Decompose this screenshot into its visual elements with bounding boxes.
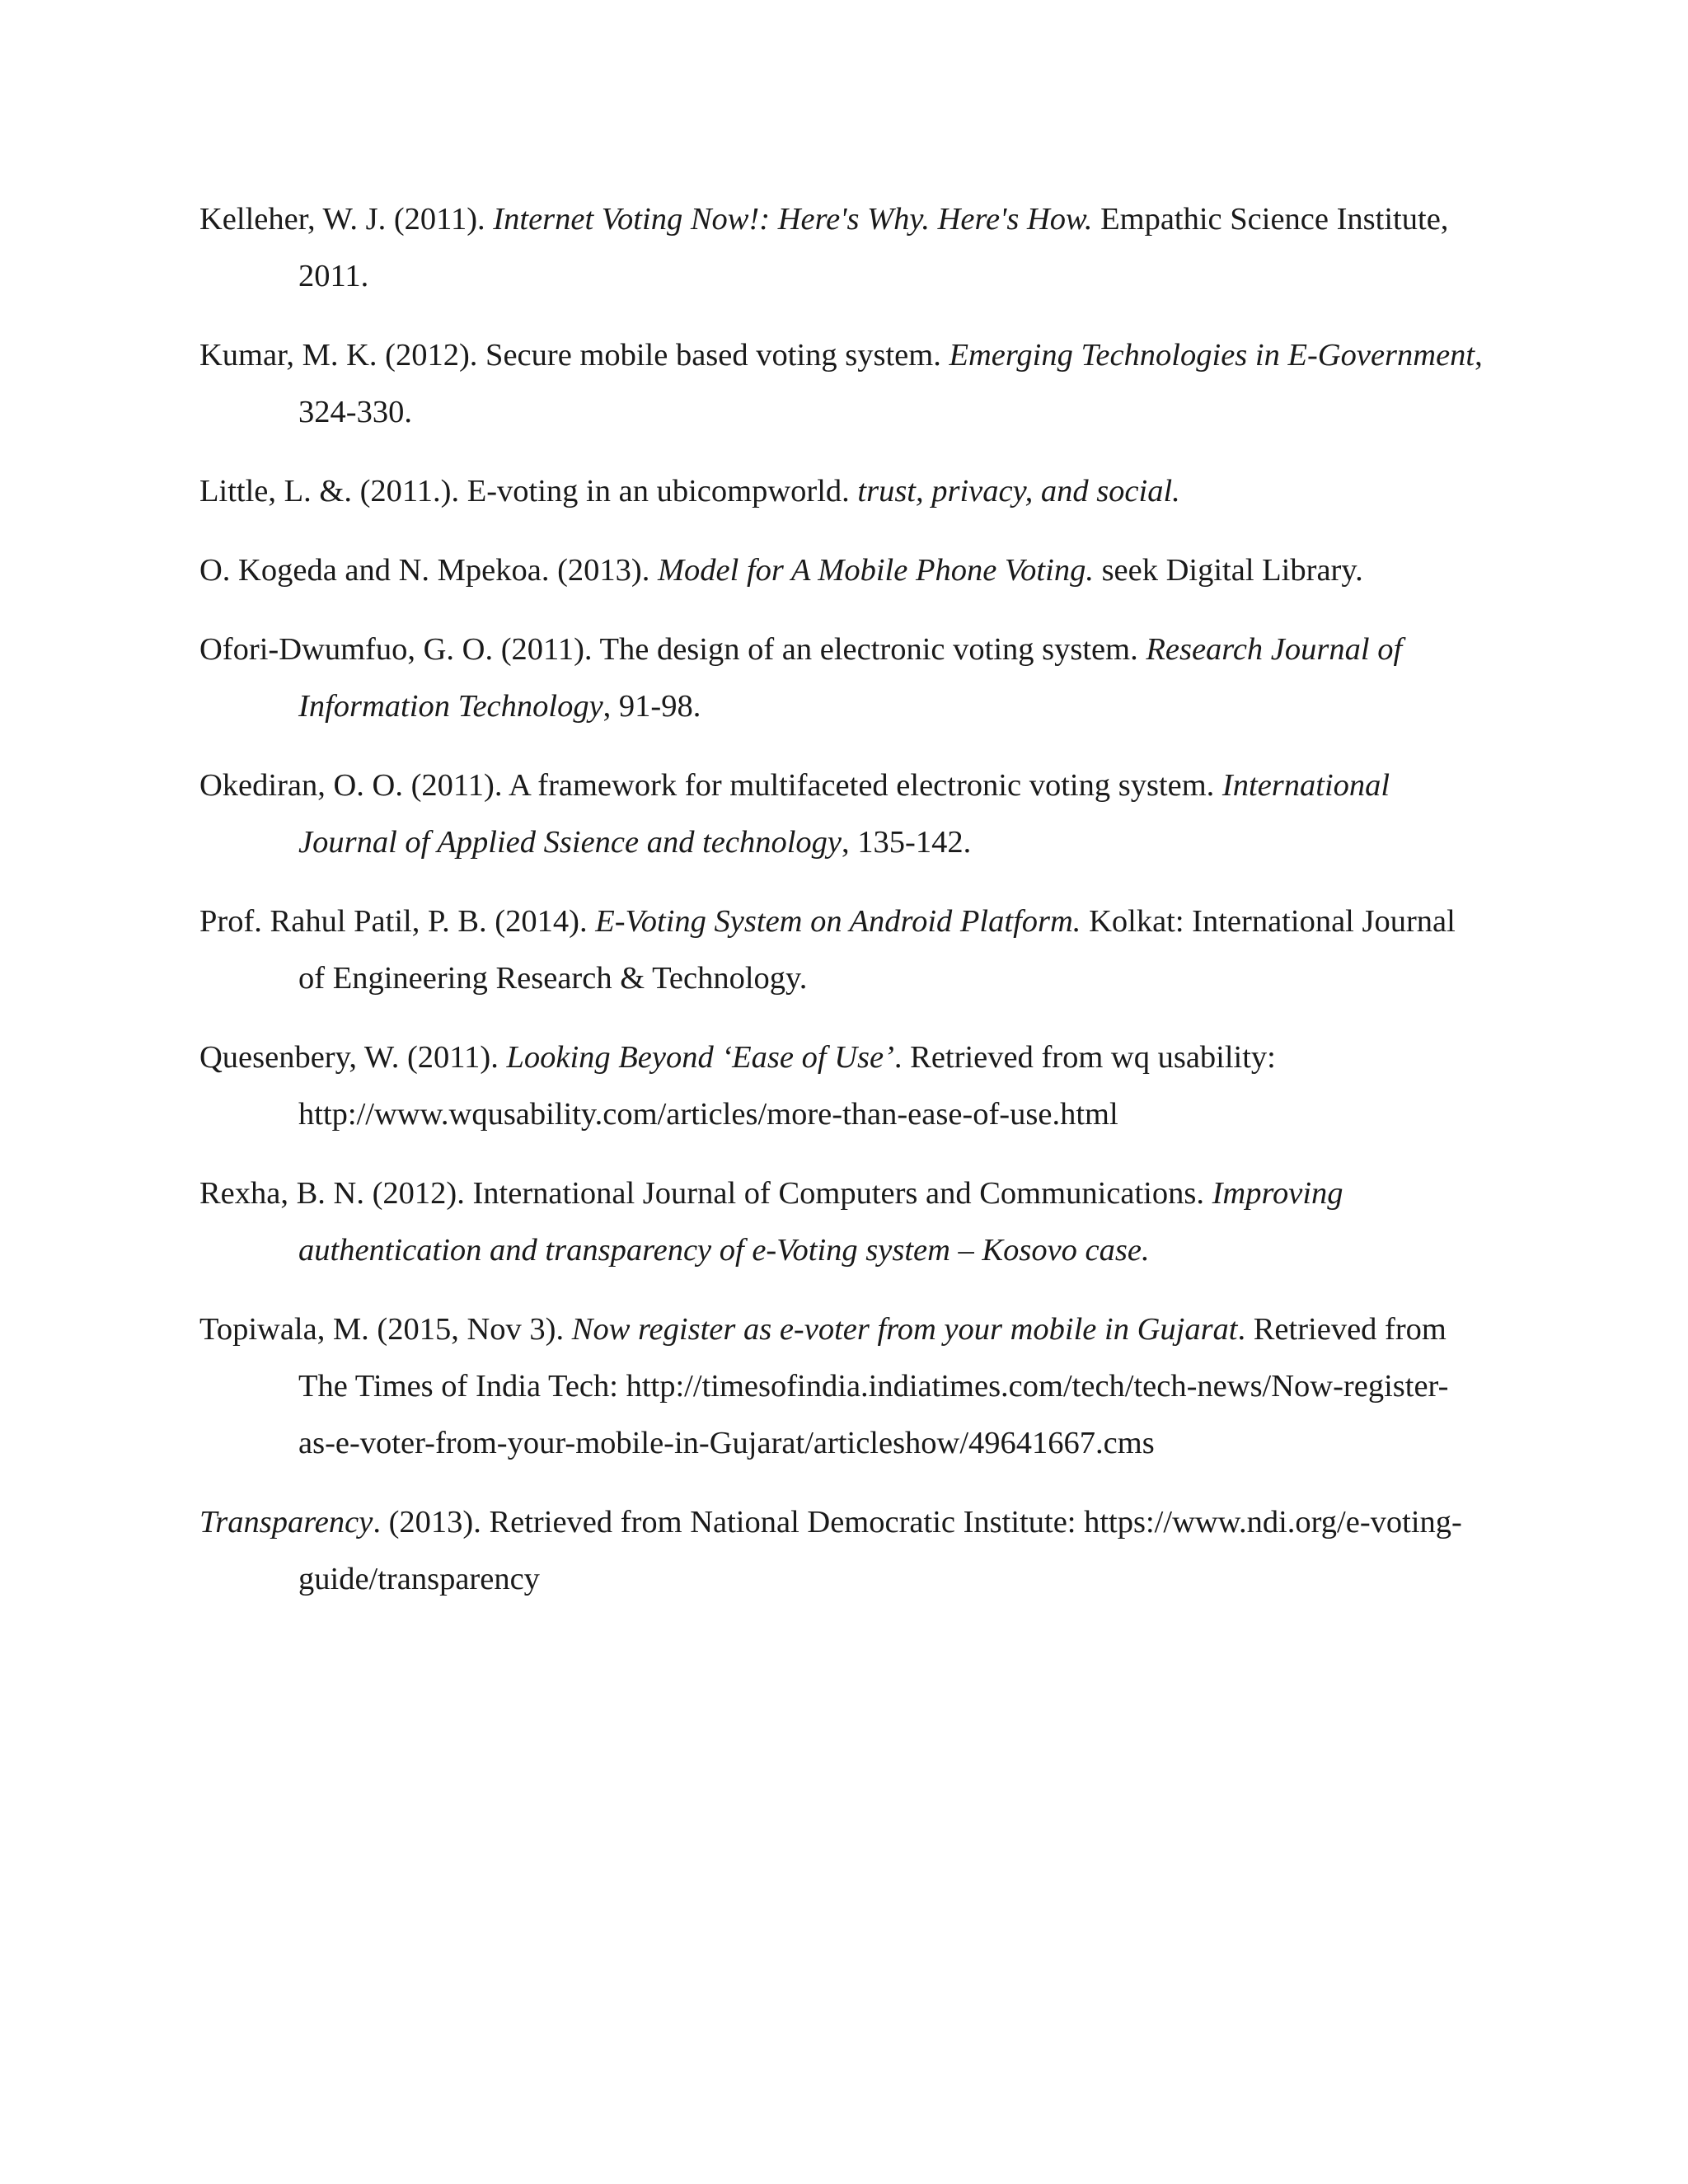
reference-title-italic: Now register as e-voter from your mobile in Gujarat <box>571 1312 1238 1347</box>
reference-entry <box>199 1301 1485 1472</box>
reference-text: . Retrieved from The Times of India Tech: http://timesofindia.indiatimes.com/tech/tech-news/Now-register-as-e-voter-from-your-mobile-in-Gujarat/articleshow/49641667.cms <box>298 1312 1449 1460</box>
reference-text: Little, L. &. (2011.). E-voting in an ubicompworld. <box>199 474 858 509</box>
reference-title-italic: E-Voting System on Android Platform. <box>595 904 1081 939</box>
reference-title-italic: trust, privacy, and social. <box>857 474 1180 509</box>
reference-text: . Retrieved from wq usability: http://www.wqusability.com/articles/more-than-ease-of-use.html <box>298 1040 1276 1132</box>
reference-entry <box>199 1494 1485 1608</box>
reference-title-italic: Research Journal of Information Technology <box>298 632 1403 724</box>
reference-list <box>199 191 1485 1630</box>
reference-text: Kolkat: International Journal of Engineering Research & Technology. <box>298 904 1456 996</box>
reference-text: , 91-98. <box>603 689 701 724</box>
reference-text: . (2013). Retrieved from National Democratic Institute: https://www.ndi.org/e-voting-guide/transparency <box>298 1505 1462 1596</box>
reference-entry <box>199 1029 1485 1143</box>
reference-entry <box>199 463 1485 520</box>
reference-text: , 324-330. <box>298 338 1483 429</box>
reference-title-italic: Emerging Technologies in E-Government <box>949 338 1475 373</box>
reference-text: Kumar, M. K. (2012). Secure mobile based voting system. <box>199 338 950 373</box>
reference-text: Topiwala, M. (2015, Nov 3). <box>199 1312 572 1347</box>
reference-title-italic: Transparency <box>199 1505 373 1540</box>
reference-text: Rexha, B. N. (2012). International Journal of Computers and Communications. <box>199 1176 1212 1211</box>
reference-text: Empathic Science Institute, 2011. <box>298 202 1449 293</box>
reference-entry <box>199 621 1485 735</box>
reference-text: , 135-142. <box>842 825 972 860</box>
reference-title-italic: Internet Voting Now!: Here's Why. Here's How. <box>493 202 1093 237</box>
reference-entry <box>199 191 1485 305</box>
reference-text: seek Digital Library. <box>1093 553 1363 588</box>
reference-text: Okediran, O. O. (2011). A framework for multifaceted electronic voting system. <box>199 768 1222 803</box>
reference-title-italic: Looking Beyond ‘Ease of Use’ <box>506 1040 894 1075</box>
reference-entry <box>199 1165 1485 1279</box>
reference-entry <box>199 757 1485 871</box>
reference-entry <box>199 893 1485 1007</box>
reference-text: Quesenbery, W. (2011). <box>199 1040 507 1075</box>
reference-text: Ofori-Dwumfuo, G. O. (2011). The design of an electronic voting system. <box>199 632 1146 667</box>
reference-entry <box>199 542 1485 599</box>
reference-entry <box>199 327 1485 441</box>
reference-text: Kelleher, W. J. (2011). <box>199 202 494 237</box>
reference-text: O. Kogeda and N. Mpekoa. (2013). <box>199 553 658 588</box>
reference-text: Prof. Rahul Patil, P. B. (2014). <box>199 904 596 939</box>
reference-title-italic: Improving authentication and transparency of e-Voting system – Kosovo case. <box>298 1176 1343 1268</box>
reference-title-italic: International Journal of Applied Ssience and technology <box>298 768 1390 860</box>
reference-title-italic: Model for A Mobile Phone Voting. <box>657 553 1094 588</box>
